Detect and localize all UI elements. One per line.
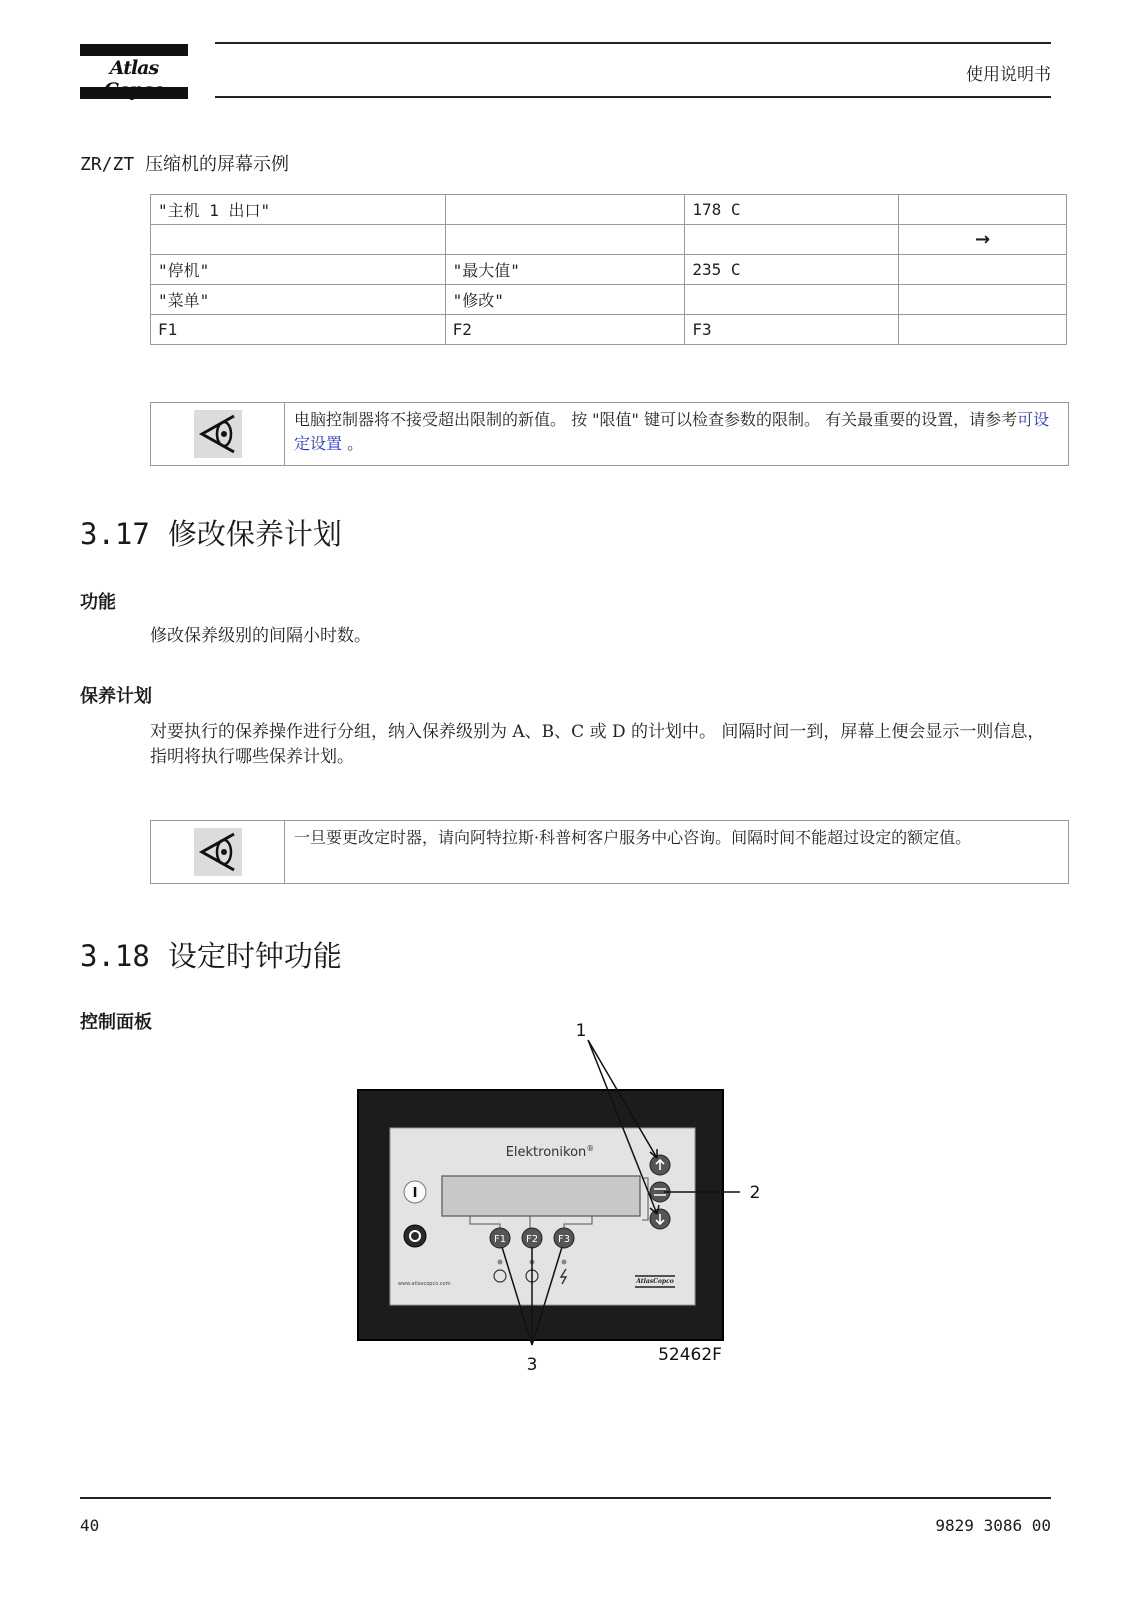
section-number: 3.17 xyxy=(80,517,150,551)
header-rule-top xyxy=(215,42,1051,44)
table-row xyxy=(151,285,1067,315)
callout-1: 1 xyxy=(575,1021,587,1041)
note-icon-cell xyxy=(151,821,285,883)
maintenance-plan-text: 对要执行的保养操作进行分组，纳入保养级别为 A、B、C 或 D 的计划中。 间隔时间一到，屏幕上便会显示一则信息，指明将执行哪些保养计划。 xyxy=(150,722,1045,767)
control-panel-heading: 控制面板 xyxy=(80,1012,152,1033)
section-318-heading xyxy=(80,934,342,975)
table-cell: F3 xyxy=(685,315,899,345)
arrow-right-icon: → xyxy=(899,225,1067,255)
table-row xyxy=(151,225,1067,255)
section-title: 设定时钟功能 xyxy=(167,939,342,973)
table-cell: "菜单" xyxy=(151,285,446,315)
table-cell: 235 C xyxy=(685,255,899,285)
document-title: 使用说明书 xyxy=(966,65,1051,85)
panel-brand: Elektronikon® xyxy=(505,1144,595,1160)
table-row xyxy=(151,255,1067,285)
function-heading: 功能 xyxy=(80,592,116,613)
table-cell: "主机 1 出口" xyxy=(151,195,446,225)
table-cell xyxy=(899,285,1067,315)
table-cell: 178 C xyxy=(685,195,899,225)
document-number: 9829 3086 00 xyxy=(935,1516,1051,1535)
function-text: 修改保养级别的间隔小时数。 xyxy=(150,626,371,646)
panel-display xyxy=(442,1176,640,1216)
table-cell: "停机" xyxy=(151,255,446,285)
callout-2: 2 xyxy=(749,1183,761,1203)
start-button-label: I xyxy=(412,1186,418,1201)
maintenance-plan-heading: 保养计划 xyxy=(80,686,152,707)
note-box-limits xyxy=(150,402,1069,466)
settable-settings-link[interactable]: 可设定设置 xyxy=(294,410,1050,453)
panel-logo: AtlasCopco xyxy=(636,1278,674,1285)
table-cell: F2 xyxy=(445,315,685,345)
note-text-main: 电脑控制器将不接受超出限制的新值。 按 "限值" 键可以检查参数的限制。 有关最重要的设置，请参考 xyxy=(294,410,1018,429)
f3-key-label: F3 xyxy=(557,1234,571,1245)
table-cell: "最大值" xyxy=(445,255,685,285)
table-cell xyxy=(685,285,899,315)
f2-key-label: F2 xyxy=(525,1234,539,1245)
section-317-heading xyxy=(80,512,342,553)
table-cell xyxy=(899,195,1067,225)
note-box-timer xyxy=(150,820,1069,884)
atlas-copco-logo xyxy=(80,44,188,99)
page-number: 40 xyxy=(80,1516,100,1535)
table-cell xyxy=(445,195,685,225)
section-title: 修改保养计划 xyxy=(167,517,342,551)
led-voltage xyxy=(498,1260,503,1265)
table-cell xyxy=(899,315,1067,345)
table-cell xyxy=(445,225,685,255)
note-text xyxy=(294,408,1054,456)
table-row xyxy=(151,315,1067,345)
logo-bar-bottom xyxy=(80,87,188,99)
table-cell xyxy=(685,225,899,255)
logo-text: Atlas xyxy=(109,57,159,79)
figure-id: 52462F xyxy=(658,1345,722,1365)
screen-example-table xyxy=(150,194,1067,345)
table-row xyxy=(151,195,1067,225)
led-alarm xyxy=(562,1260,567,1265)
stop-button[interactable] xyxy=(404,1225,426,1247)
panel-website: www.atlascopco.com xyxy=(398,1281,451,1287)
table-cell: "修改" xyxy=(445,285,685,315)
table-cell xyxy=(899,255,1067,285)
table-cell xyxy=(151,225,446,255)
note-text: 一旦要更改定时器，请向阿特拉斯·科普柯客户服务中心咨询。间隔时间不能超过设定的额定值。 xyxy=(294,828,972,847)
f1-key-label: F1 xyxy=(493,1234,507,1245)
eye-icon xyxy=(194,828,242,876)
header-rule-bottom xyxy=(215,96,1051,98)
logo-bar-top xyxy=(80,44,188,56)
section-number: 3.18 xyxy=(80,939,150,973)
eye-icon xyxy=(194,410,242,458)
note-text-end: 。 xyxy=(342,434,364,453)
screen-example-heading: ZR/ZT 压缩机的屏幕示例 xyxy=(80,154,290,175)
control-panel-figure xyxy=(330,1021,810,1390)
footer-rule xyxy=(80,1497,1051,1499)
note-icon-cell xyxy=(151,403,285,465)
table-cell: F1 xyxy=(151,315,446,345)
callout-3: 3 xyxy=(526,1355,538,1375)
